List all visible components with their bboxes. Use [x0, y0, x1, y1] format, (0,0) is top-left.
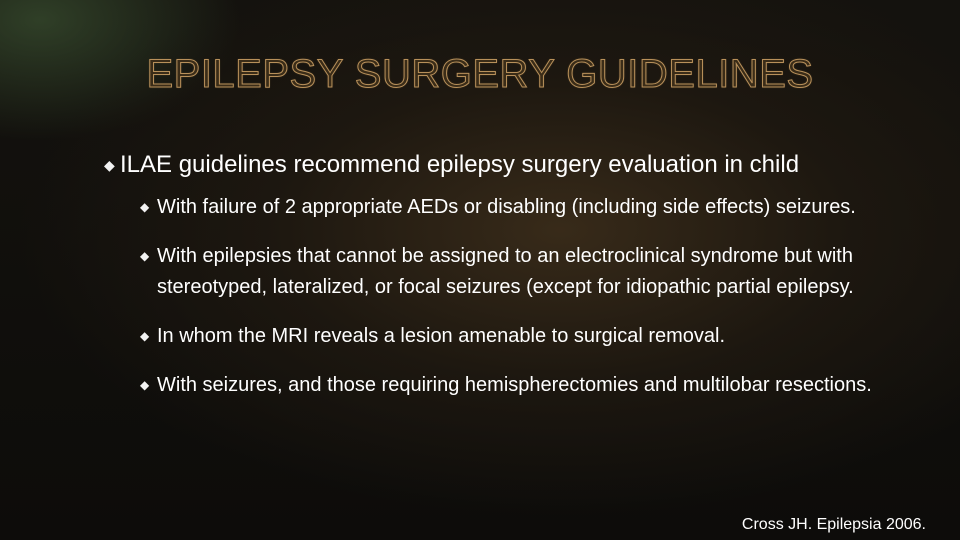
diamond-bullet-icon: ◆ [140, 249, 150, 263]
sub-bullet-point [140, 370, 897, 401]
citation: Cross JH. Epilepsia 2006. [741, 516, 926, 533]
sub-bullet-text: With failure of 2 appropriate AEDs or disabling (including side effects) seizures. [157, 196, 856, 218]
sub-bullet-text: With seizures, and those requiring hemispherectomies and multilobar resections. [157, 374, 872, 396]
sub-bullet-text: In whom the MRI reveals a lesion amenable to surgical removal. [157, 325, 726, 347]
sub-bullet-point [140, 241, 897, 303]
diamond-bullet-icon: ◆ [140, 329, 150, 343]
sub-bullet-text: With epilepsies that cannot be assigned to an electroclinical syndrome but with stereotyped, lateralized, or focal seizures (except for idiopathic partial epilepsy. [157, 245, 854, 298]
slide-content [104, 148, 904, 419]
diamond-bullet-icon: ◆ [140, 200, 150, 214]
main-bullet-point [104, 148, 904, 182]
main-bullet-text: ILAE guidelines recommend epilepsy surgery evaluation in child [120, 151, 800, 178]
sub-bullet-point [140, 321, 897, 352]
slide-title: EPILEPSY SURGERY GUIDELINES [146, 52, 814, 96]
diamond-bullet-icon: ◆ [104, 157, 115, 173]
sub-bullet-point [140, 192, 897, 223]
diamond-bullet-icon: ◆ [140, 378, 150, 392]
